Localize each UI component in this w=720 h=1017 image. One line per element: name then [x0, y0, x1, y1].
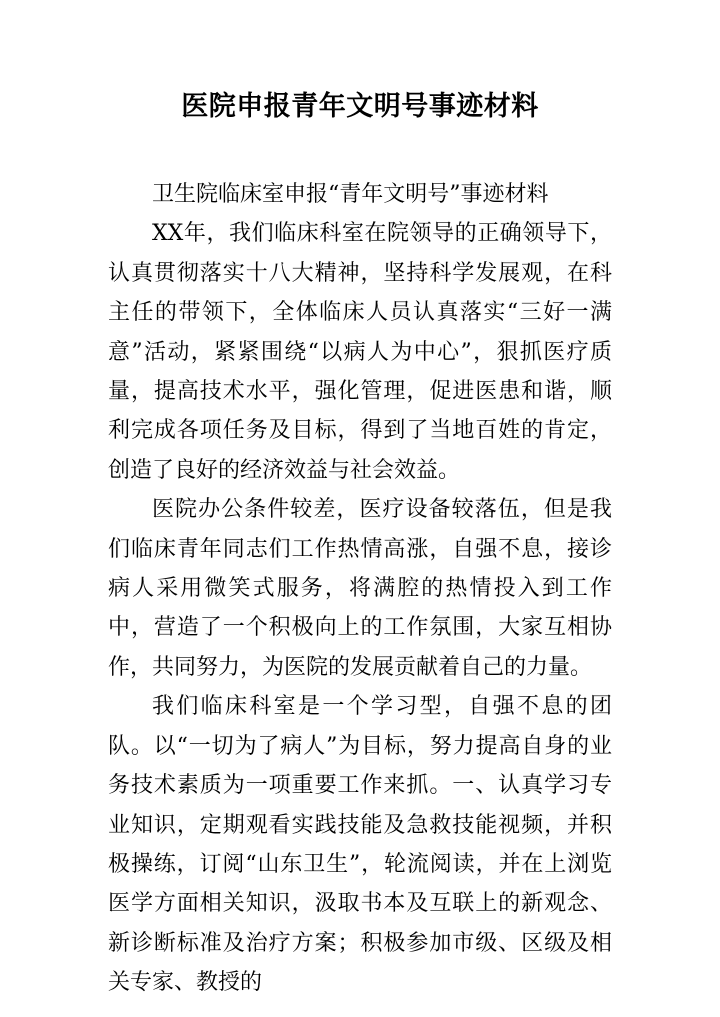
document-title: 医院申报青年文明号事迹材料 — [181, 91, 539, 122]
paragraph-3: 我们临床科室是一个学习型，自强不息的团队。以“一切为了病人”为目标，努力提高自身的业务技术素质为一项重要工作来抓。一、认真学习专业知识，定期观看实践技能及急救技能视频，并积极操练，订阅“山东卫生”，轮流阅读，并在上浏览医学方面相关知识，汲取书本及互联上的新观念、新诊断标准及治疗方案；积极参加市级、区级及相关专家、教授的 — [108, 694, 612, 996]
document-body — [108, 175, 612, 1003]
paragraph-2: 医院办公条件较差，医疗设备较落伍，但是我们临床青年同志们工作热情高涨，自强不息，接诊病人采用微笑式服务，将满腔的热情投入到工作中，营造了一个积极向上的工作氛围，大家互相协作，共同努力，为医院的发展贡献着自己的力量。 — [108, 497, 612, 680]
paragraph-1: XX年，我们临床科室在院领导的正确领导下，认真贯彻落实十八大精神，坚持科学发展观，在科主任的带领下，全体临床人员认真落实“三好一满意”活动，紧紧围绕“以病人为中心”，狠抓医疗质量，提高技术水平，强化管理，促进医患和谐，顺利完成各项任务及目标，得到了当地百姓的肯定，创造了良好的经济效益与社会效益。 — [108, 221, 612, 483]
paragraph-subtitle: 卫生院临床室申报“青年文明号”事迹材料 — [152, 182, 549, 207]
